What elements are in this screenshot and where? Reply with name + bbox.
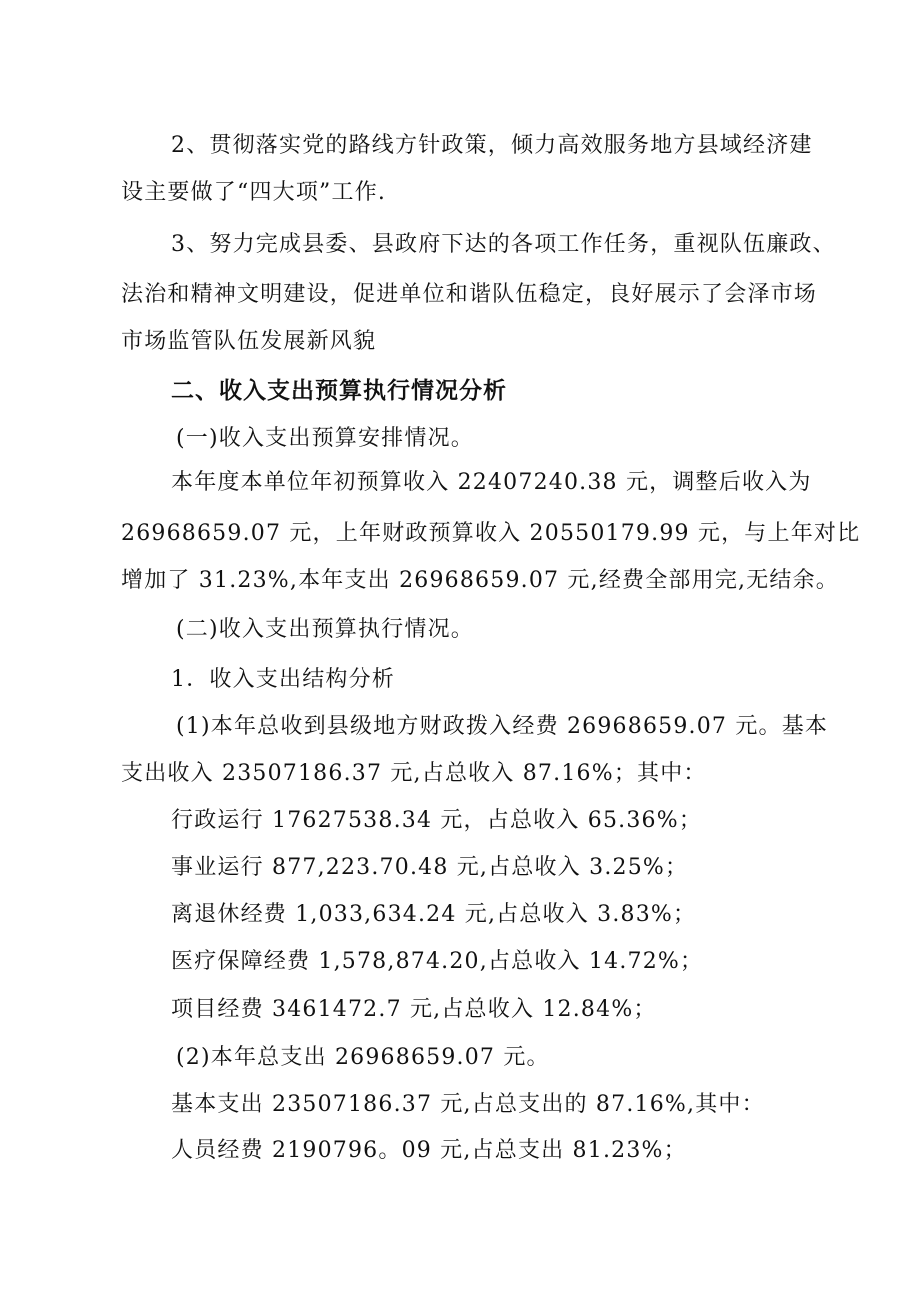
expenditure-heading: (2)本年总支出 26968659.07 元。 bbox=[176, 1045, 550, 1070]
subsection-2-heading: (二)收入支出预算执行情况。 bbox=[176, 617, 474, 642]
subsection-1-heading: (一)收入支出预算安排情况。 bbox=[176, 426, 474, 451]
budget-paragraph-line-2: 26968659.07 元，上年财政预算收入 20550179.99 元，与上年对比 bbox=[121, 521, 861, 546]
section-heading: 二、收入支出预算执行情况分析 bbox=[171, 378, 507, 404]
expenditure-personnel: 人员经费 2190796。09 元,占总支出 81.23%； bbox=[171, 1138, 687, 1163]
budget-paragraph-line-3: 增加了 31.23%,本年支出 26968659.07 元,经费全部用完,无结余。 bbox=[121, 568, 840, 593]
income-item-retirement: 离退休经费 1,033,634.24 元,占总收入 3.83%； bbox=[171, 902, 697, 927]
income-paragraph-line-1: (1)本年总收到县级地方财政拨入经费 26968659.07 元。基本 bbox=[176, 714, 829, 739]
paragraph-3-line-2: 法治和精神文明建设，促进单位和谐队伍稳定，良好展示了会泽市场 bbox=[121, 282, 818, 307]
paragraph-3-line-3: 市场监管队伍发展新风貌 bbox=[121, 329, 377, 354]
income-item-project: 项目经费 3461472.7 元,占总收入 12.84%； bbox=[171, 997, 657, 1022]
structure-analysis-heading: 1．收入支出结构分析 bbox=[171, 667, 395, 692]
income-item-operations: 事业运行 877,223.70.48 元,占总收入 3.25%； bbox=[171, 855, 689, 880]
paragraph-2-line-1: 2、贯彻落实党的路线方针政策，倾力高效服务地方县域经济建 bbox=[171, 133, 813, 158]
paragraph-3-line-1: 3、努力完成县委、县政府下达的各项工作任务，重视队伍廉政、 bbox=[171, 232, 836, 257]
income-item-admin: 行政运行 17627538.34 元，占总收入 65.36%； bbox=[171, 808, 703, 833]
expenditure-basic: 基本支出 23507186.37 元,占总支出的 87.16%,其中： bbox=[171, 1092, 765, 1117]
budget-paragraph-line-1: 本年度本单位年初预算收入 22407240.38 元，调整后收入为 bbox=[171, 470, 812, 495]
paragraph-2-line-2: 设主要做了“四大项”工作. bbox=[121, 180, 387, 205]
income-item-medical: 医疗保障经费 1,578,874.20,占总收入 14.72%； bbox=[171, 949, 704, 974]
income-paragraph-line-2: 支出收入 23507186.37 元,占总收入 87.16%；其中： bbox=[121, 761, 707, 786]
